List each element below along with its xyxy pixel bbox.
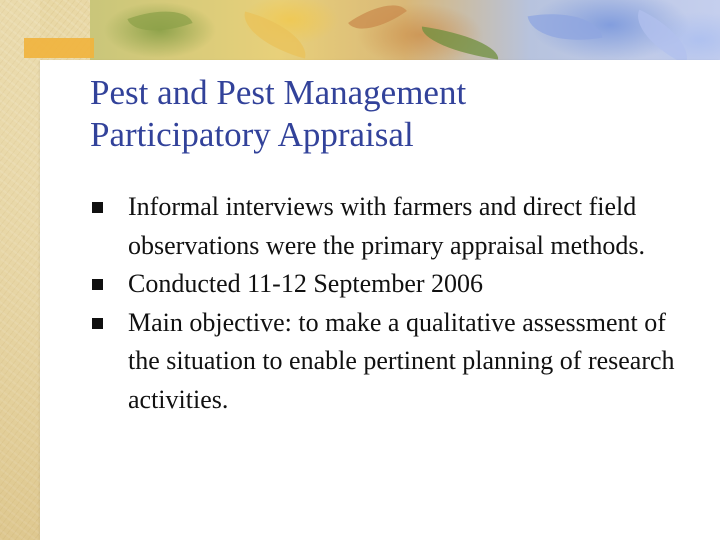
square-bullet-icon xyxy=(92,279,103,290)
bullet-text: Conducted 11-12 September 2006 xyxy=(128,269,484,298)
square-bullet-icon xyxy=(92,202,103,213)
title-line: Pest and Pest Management xyxy=(90,73,467,112)
bullet-list xyxy=(92,188,702,419)
petal-decoration xyxy=(528,4,603,50)
left-texture-strip xyxy=(0,0,40,540)
accent-bar xyxy=(24,38,94,58)
bullet-text: Informal interviews with farmers and direct field observations were the primary appraisal methods. xyxy=(128,192,645,260)
bullet-text: Main objective: to make a qualitative assessment of the situation to enable pertinent planning of research activities. xyxy=(128,307,675,414)
decorative-floral-banner xyxy=(90,0,720,62)
leaf-decoration xyxy=(237,11,312,58)
bullet-item xyxy=(92,304,702,420)
bullet-item xyxy=(92,188,702,265)
leaf-decoration xyxy=(419,27,501,60)
title-line: Participatory Appraisal xyxy=(90,115,414,154)
square-bullet-icon xyxy=(92,318,103,329)
leaf-decoration xyxy=(127,0,192,43)
slide-title xyxy=(90,72,690,156)
leaf-decoration xyxy=(348,0,407,43)
petal-decoration xyxy=(627,10,699,62)
bullet-item xyxy=(92,265,702,304)
